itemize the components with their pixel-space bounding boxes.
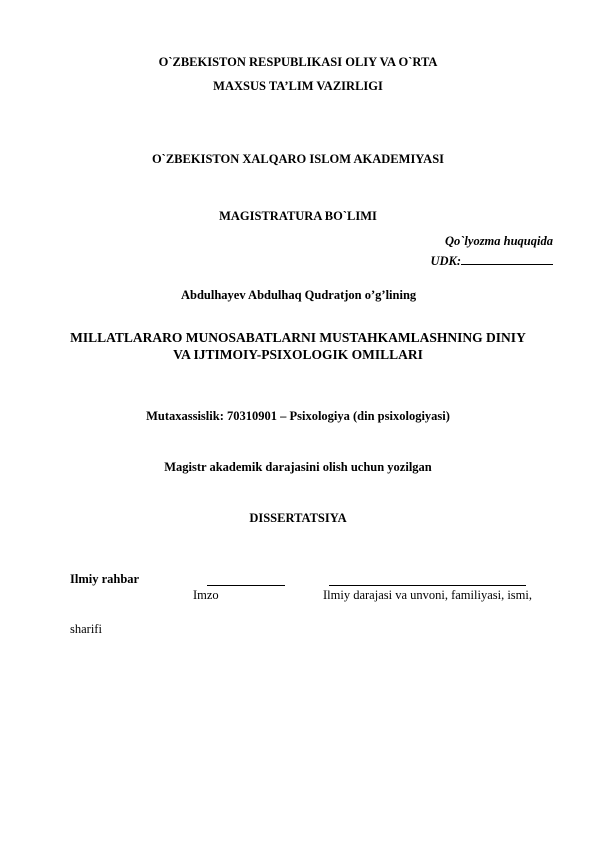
udk-label: UDK: [430, 254, 461, 268]
thesis-title-line-2: VA IJTIMOIY-PSIXOLOGIK OMILLARI [173, 347, 423, 362]
details-caption: Ilmiy darajasi va unvoni, familiyasi, ismi, [323, 588, 532, 602]
thesis-title-line-1: MILLATLARARO MUNOSABATLARNI MUSTAHKAMLASHNING DINIY [70, 330, 526, 345]
author-name: Abdulhayev Abdulhaq Qudratjon o’g’lining [181, 288, 417, 302]
document-type: DISSERTATSIYA [249, 511, 347, 525]
degree-purpose: Magistr akademik darajasini olish uchun yozilgan [164, 460, 432, 474]
details-blank [329, 585, 526, 586]
ministry-line-2: MAXSUS TA’LIM VAZIRLIGI [213, 79, 383, 93]
academy-name: O`ZBEKISTON XALQARO ISLOM AKADEMIYASI [151, 152, 445, 166]
udk-blank [461, 252, 553, 265]
details-caption-cont: sharifi [70, 622, 102, 636]
supervisor-label: Ilmiy rahbar [70, 572, 140, 586]
ministry-line-1: O`ZBEKISTON RESPUBLIKASI OLIY VA O`RTA [158, 55, 438, 69]
manuscript-rights: Qo`lyozma huquqida [444, 234, 553, 248]
signature-caption: Imzo [193, 588, 219, 602]
department-name: MAGISTRATURA BO`LIMI [219, 209, 377, 223]
specialty: Mutaxassislik: 70310901 – Psixologiya (din psixologiyasi) [146, 409, 450, 423]
udk-field [430, 252, 553, 269]
signature-blank [207, 585, 285, 586]
